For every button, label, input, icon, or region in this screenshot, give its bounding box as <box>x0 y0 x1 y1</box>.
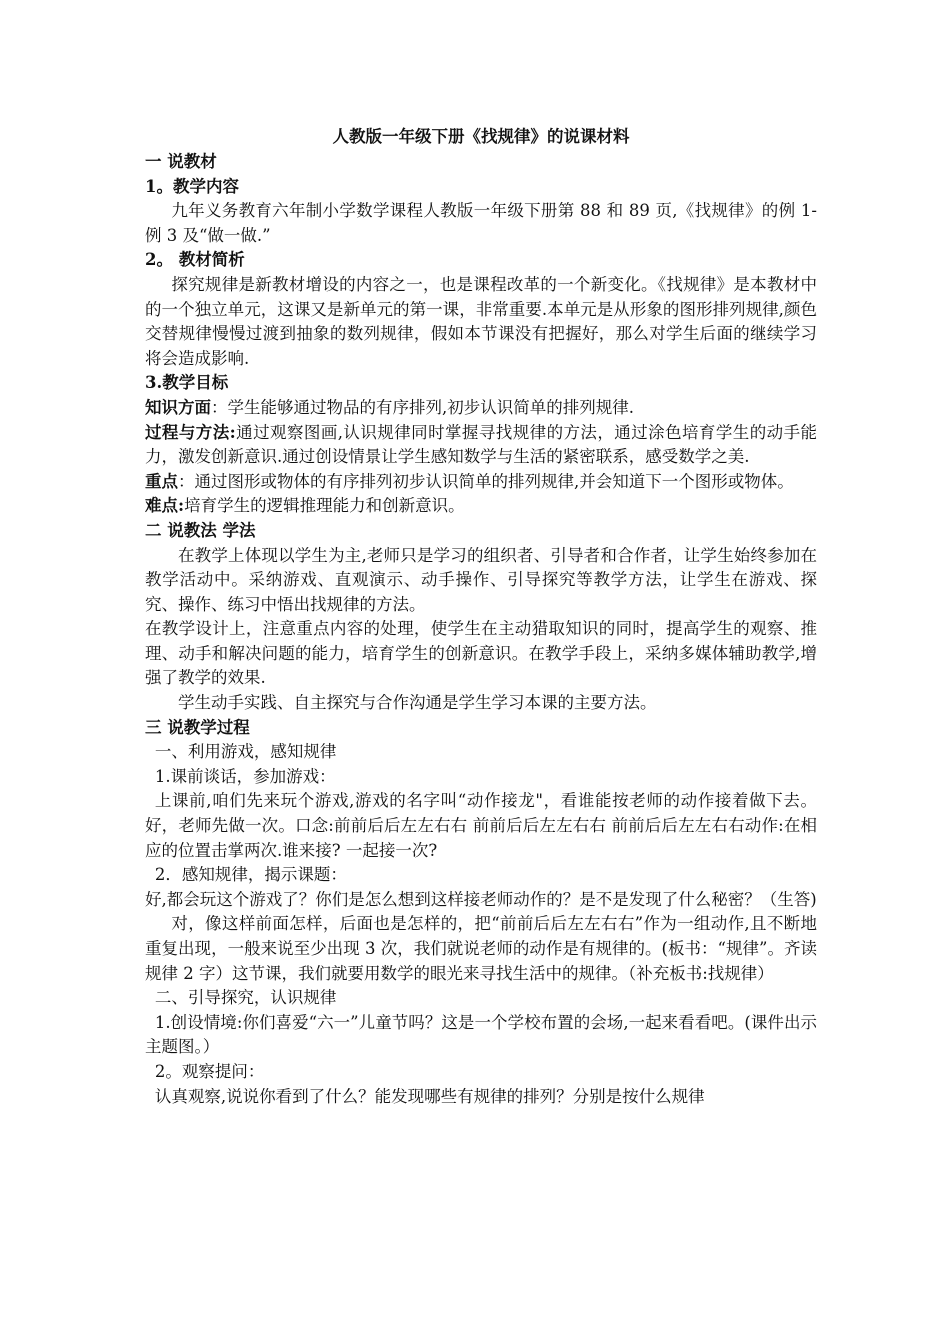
text: ：通过图形或物体的有序排列初步认识简单的排列规律,并会知道下一个图形或物体。 <box>178 471 794 491</box>
step-heading: 一、利用游戏，感知规律 <box>154 742 337 762</box>
paragraph: 上课前,咱们先来玩个游戏,游戏的名字叫“动作接龙"，看谁能按老师的动作接着做下去。好，老师先做一次。口念:前前后后左左右右 前前后后左左右右 前前后后左左右右动作:在相应的位置击掌两次.谁来接? 一起接一次? <box>145 791 817 860</box>
key-point <box>145 470 817 495</box>
paragraph: 学生动手实践、自主探究与合作沟通是学生学习本课的主要方法。 <box>178 693 657 713</box>
section-heading-2: 二 说教法 学法 <box>145 520 256 540</box>
text: 培育学生的逻辑推理能力和创新意识。 <box>184 496 465 516</box>
document-body <box>145 124 817 1109</box>
goal-process <box>145 421 817 470</box>
label: 重点 <box>145 471 178 491</box>
text: ：学生能够通过物品的有序排列,初步认识简单的排列规律. <box>211 397 634 417</box>
document-title: 人教版一年级下册《找规律》的说课材料 <box>332 127 630 146</box>
paragraph: 认真观察,说说你看到了什么？能发现哪些有规律的排列？分别是按什么规律 <box>154 1086 705 1106</box>
label: 知识方面 <box>145 397 211 417</box>
step-item: 2．感知规律，揭示课题： <box>154 865 347 885</box>
step-heading: 二、引导探究，认识规律 <box>154 988 337 1008</box>
label: 难点: <box>145 496 185 516</box>
subheading-teaching-content: 1。教学内容 <box>145 176 239 196</box>
label: 过程与方法: <box>145 422 236 442</box>
subheading-teaching-goals: 3.教学目标 <box>145 373 229 393</box>
section-heading-1: 一 说教材 <box>145 152 217 171</box>
paragraph: 探究规律是新教材增设的内容之一，也是课程改革的一个新变化。《找规律》是本教材中的一个独立单元，这课又是新单元的第一课，非常重要.本单元是从形象的图形排列规律,颜色交替规律慢慢过渡到抽象的数列规律，假如本节课没有把握好，那么对学生后面的继续学习将会造成影响. <box>145 274 817 368</box>
text: 通过观察图画,认识规律同时掌握寻找规律的方法，通过涂色培育学生的动手能力，激发创新意识.通过创设情景让学生感知数学与生活的紧密联系，感受数学之美. <box>145 422 818 467</box>
goal-knowledge <box>145 396 817 421</box>
section-heading-3: 三 说教学过程 <box>145 717 250 737</box>
difficult-point <box>145 494 817 519</box>
paragraph: 好,都会玩这个游戏了？你们是怎么想到这样接老师动作的？是不是发现了什么秘密？（生答) <box>145 889 817 909</box>
paragraph: 在教学上体现以学生为主,老师只是学习的组织者、引导者和合作者，让学生始终参加在教学活动中。采纳游戏、直观演示、动手操作、引导探究等教学方法，让学生在游戏、探究、操作、练习中悟出找规律的方法。 <box>145 545 817 614</box>
subheading-material-analysis: 2。 教材简析 <box>145 250 245 270</box>
step-item: 2。观察提问： <box>154 1061 265 1081</box>
paragraph: 九年义务教育六年制小学数学课程人教版一年级下册第 88 和 89 页,《找规律》的例 1-例 3 及“做一做.” <box>145 201 817 245</box>
paragraph: 对，像这样前面怎样，后面也是怎样的，把“前前后后左左右右”作为一组动作,且不断地重复出现，一般来说至少出现 3 次，我们就说老师的动作是有规律的。(板书：“规律”。齐读规律 2 字）这节课，我们就要用数学的眼光来寻找生活中的规律。（补充板书:找规律） <box>145 914 817 983</box>
paragraph: 在教学设计上，注意重点内容的处理，使学生在主动猎取知识的同时，提高学生的观察、推理、动手和解决问题的能力，培育学生的创新意识。在教学手段上，采纳多媒体辅助教学,增强了教学的效果. <box>145 619 817 688</box>
step-item: 1.课前谈话，参加游戏： <box>154 766 336 786</box>
step-item: 1.创设情境:你们喜爱“六一”儿童节吗？这是一个学校布置的会场,一起来看看吧。(课件出示主题图。） <box>145 1012 817 1057</box>
